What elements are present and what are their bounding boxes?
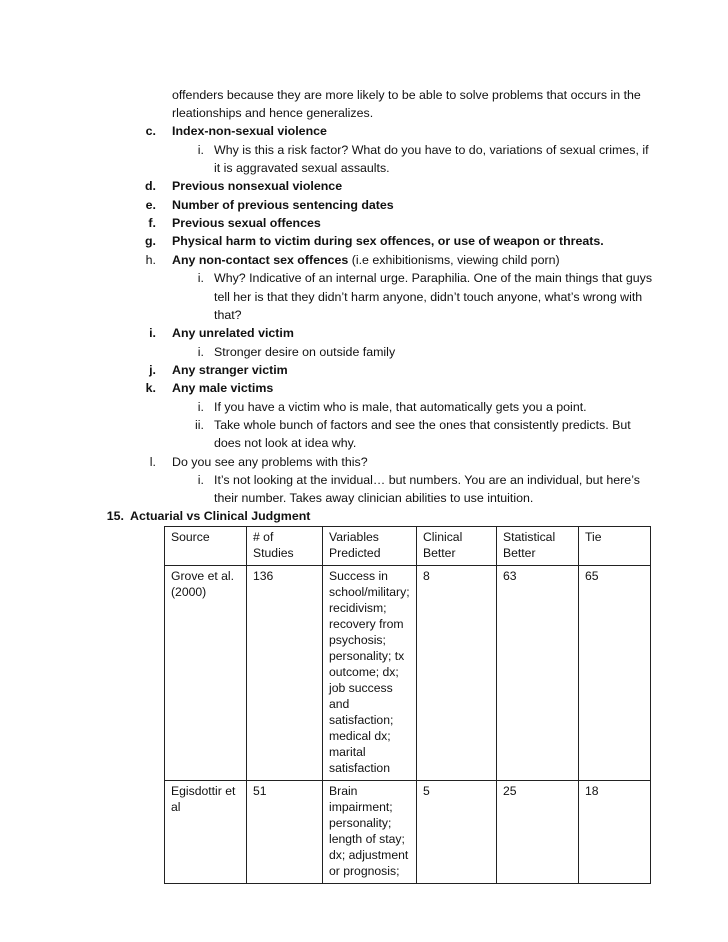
list-item-title: Any unrelated victim [172, 326, 294, 340]
intro-line: offenders because they are more likely to be able to solve problems that occurs in the [172, 88, 641, 102]
sublist-text: Why is this a risk factor? What do you have to do, variations of sexual crimes, if [214, 143, 649, 157]
comparison-table [164, 526, 651, 884]
cell-statistical: 25 [497, 781, 579, 884]
sublist-text: Stronger desire on outside family [214, 345, 396, 359]
cell-source: Grove et al. (2000) [165, 566, 247, 781]
header-tie: Tie [579, 527, 651, 566]
sublist-marker: i. [197, 473, 204, 487]
sublist-marker: ii. [195, 418, 204, 432]
cell-tie: 65 [579, 566, 651, 781]
sublist-text: tell her is that they didn’t harm anyone, didn’t touch anyone, what’s wrong with [214, 290, 643, 304]
list-item-title: Physical harm to victim during sex offences, or use of weapon or threats. [172, 234, 604, 248]
header-variables: Variables Predicted [323, 527, 417, 566]
list-marker: l. [149, 455, 156, 469]
sublist-text: Why? Indicative of an internal urge. Paraphilia. One of the main things that guys [214, 271, 653, 285]
list-item-line [172, 251, 560, 269]
table-row [165, 781, 651, 884]
list-marker: k. [145, 381, 156, 395]
section-title: Actuarial vs Clinical Judgment [130, 509, 311, 523]
sublist-text: It’s not looking at the invidual… but numbers. You are an individual, but here’s [214, 473, 640, 487]
cell-clinical: 8 [417, 566, 497, 781]
intro-line: rleationships and hence generalizes. [172, 106, 374, 120]
header-source: Source [165, 527, 247, 566]
list-item-title: Any non-contact sex offences [172, 253, 349, 267]
list-item-title: Previous sexual offences [172, 216, 321, 230]
header-clinical: Clinical Better [417, 527, 497, 566]
sublist-text: Take whole bunch of factors and see the ones that consistently predicts. But [214, 418, 631, 432]
list-item-title: Previous nonsexual violence [172, 179, 343, 193]
sublist-text: If you have a victim who is male, that automatically gets you a point. [214, 400, 587, 414]
cell-variables: Success in school/military; recidivism; recovery from psychosis; personality; tx outcome; dx; job success and satisfaction; medical dx; marital satisfaction [323, 566, 417, 781]
list-marker: g. [144, 234, 156, 248]
list-item-title: Number of previous sentencing dates [172, 198, 394, 212]
list-marker: c. [145, 124, 156, 138]
list-marker: f. [148, 216, 156, 230]
sublist-marker: i. [197, 271, 204, 285]
cell-statistical: 63 [497, 566, 579, 781]
sublist-marker: i. [197, 143, 204, 157]
cell-clinical: 5 [417, 781, 497, 884]
sublist-text: it is aggravated sexual assaults. [214, 161, 390, 175]
header-statistical: Statistical Better [497, 527, 579, 566]
cell-studies: 51 [247, 781, 323, 884]
sublist-text: does not look at idea why. [214, 436, 357, 450]
list-marker: j. [149, 363, 156, 377]
list-item-title: Any stranger victim [172, 363, 288, 377]
list-marker: h. [145, 253, 156, 267]
list-marker: i. [149, 326, 156, 340]
sublist-marker: i. [197, 400, 204, 414]
cell-variables: Brain impairment; personality; length of stay; dx; adjustment or prognosis; [323, 781, 417, 884]
list-item-title: Index-non-sexual violence [172, 124, 327, 138]
cell-tie: 18 [579, 781, 651, 884]
sublist-marker: i. [197, 345, 204, 359]
sublist-text: that? [214, 308, 242, 322]
list-item-note: (i.e exhibitionisms, viewing child porn) [348, 253, 560, 267]
list-item-title: Any male victims [172, 381, 274, 395]
cell-studies: 136 [247, 566, 323, 781]
list-item-title: Do you see any problems with this? [172, 455, 368, 469]
header-studies: # of Studies [247, 527, 323, 566]
table-row [165, 566, 651, 781]
list-marker: e. [145, 198, 156, 212]
sublist-text: their number. Takes away clinician abilities to use intuition. [214, 491, 534, 505]
list-marker: d. [144, 179, 156, 193]
table-header-row [165, 527, 651, 566]
cell-source: Egisdottir et al [165, 781, 247, 884]
section-number: 15. [106, 509, 124, 523]
